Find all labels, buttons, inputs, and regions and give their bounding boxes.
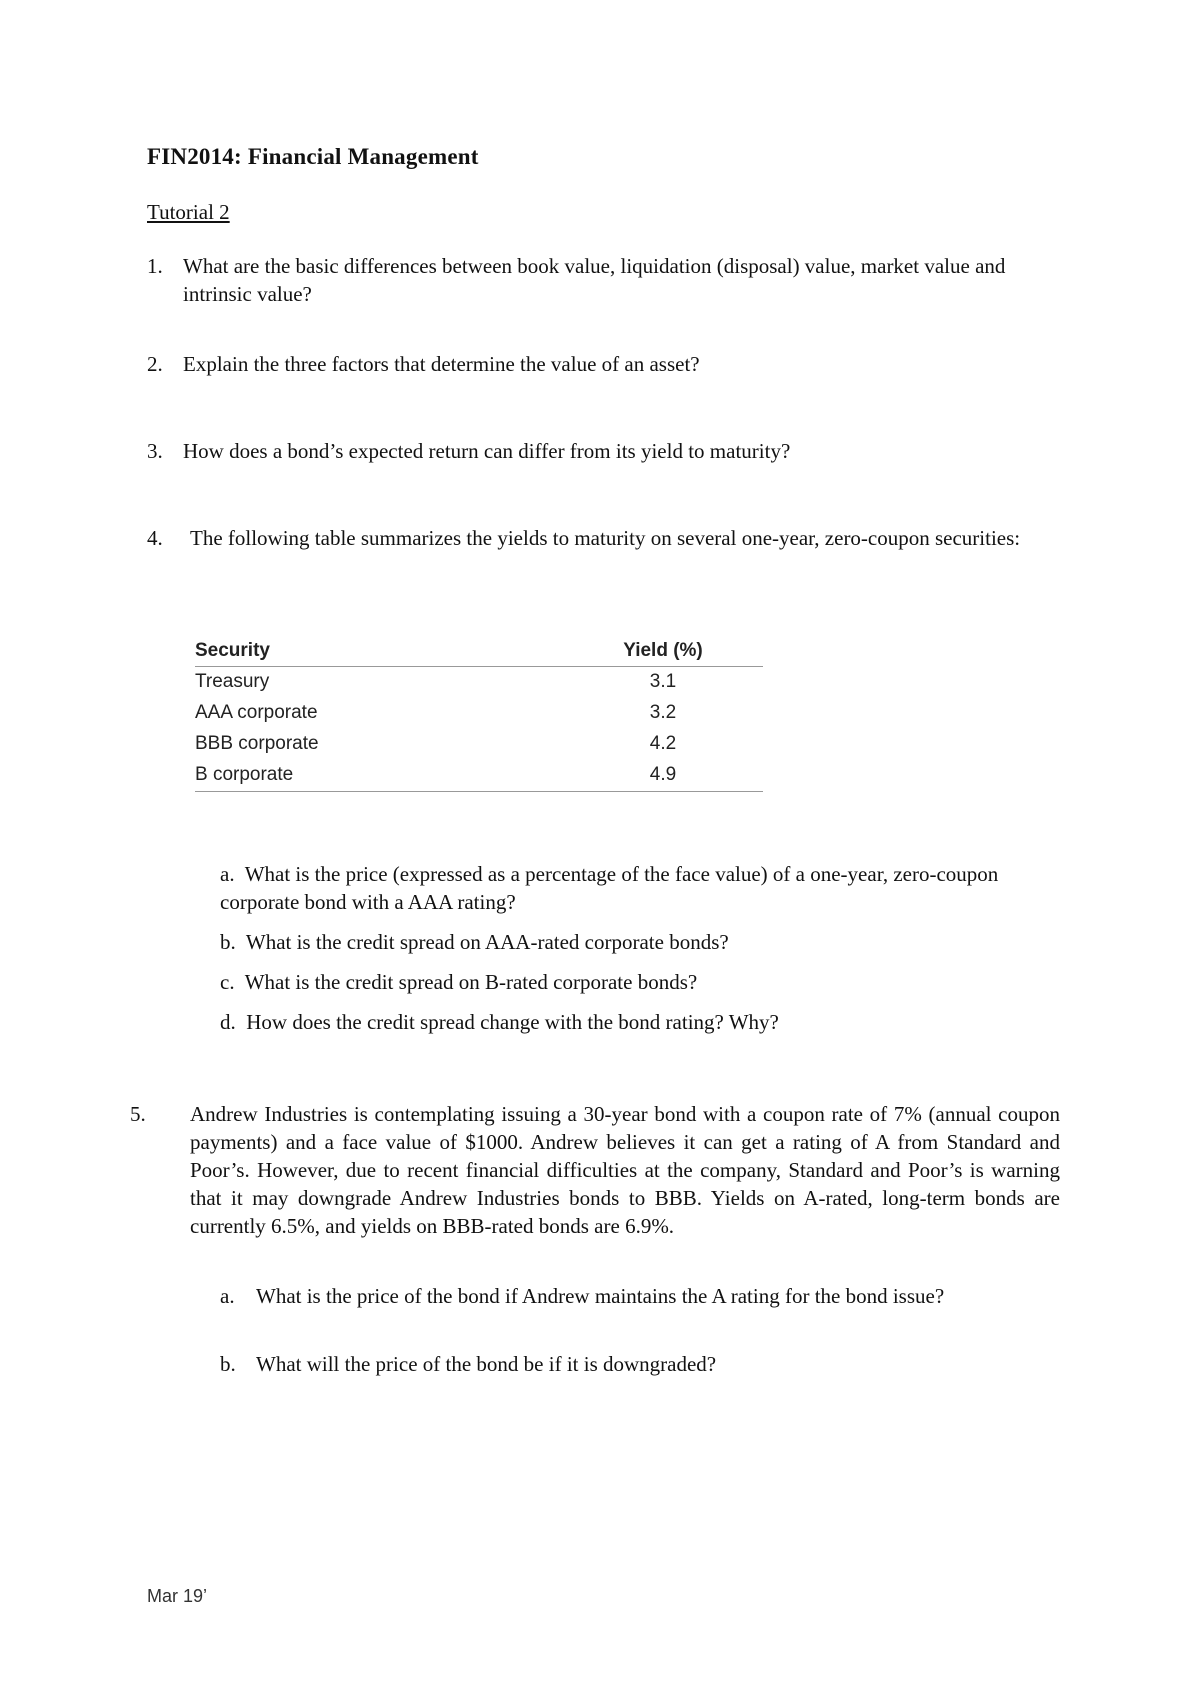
q4-subquestion-c — [220, 968, 1070, 996]
question-number: 4. — [147, 526, 163, 550]
column-header-yield: Yield (%) — [563, 638, 763, 667]
yield-cell: 3.1 — [649, 671, 677, 692]
subquestion-label: b. — [220, 930, 236, 954]
tutorial-heading: Tutorial 2 — [147, 200, 230, 224]
question-number: 3. — [147, 439, 163, 463]
question-number: 2. — [147, 352, 163, 376]
security-cell: AAA corporate — [195, 702, 318, 723]
question-number: 5. — [130, 1102, 146, 1126]
yield-cell: 4.9 — [563, 760, 763, 792]
q4-subquestion-b — [220, 928, 1070, 956]
subquestion-label: d. — [220, 1010, 236, 1034]
q4-subquestion-a — [220, 860, 1070, 916]
yield-cell: 3.2 — [649, 702, 677, 723]
subquestion-text: What is the price of the bond if Andrew maintains the A rating for the bond issue? — [256, 1284, 945, 1308]
subquestion-label: c. — [220, 970, 235, 994]
subquestion-label: b. — [220, 1352, 236, 1376]
column-header-security: Security — [195, 638, 563, 667]
yield-cell: 4.2 — [649, 733, 677, 754]
subquestion-text: What is the credit spread on AAA-rated corporate bonds? — [245, 930, 729, 954]
question-text: What are the basic differences between book value, liquidation (disposal) value, market value and intrinsic value? — [183, 254, 1006, 306]
question-text: How does a bond’s expected return can differ from its yield to maturity? — [183, 439, 791, 463]
security-cell: BBB corporate — [195, 733, 319, 754]
table-row — [195, 729, 763, 760]
subquestion-text: What is the credit spread on B-rated corporate bonds? — [244, 970, 698, 994]
yield-table — [195, 638, 763, 792]
course-title: FIN2014: Financial Management — [147, 144, 479, 169]
subquestion-text: What is the price (expressed as a percentage of the face value) of a one-year, zero-coupon corporate bond with a AAA rating? — [220, 862, 999, 914]
security-cell: B corporate — [195, 760, 563, 792]
subquestion-label: a. — [220, 1284, 235, 1308]
subquestion-label: a. — [220, 862, 235, 886]
question-text: Explain the three factors that determine the value of an asset? — [183, 352, 700, 376]
question-number: 1. — [147, 254, 163, 278]
question-text: Andrew Industries is contemplating issuing a 30-year bond with a coupon rate of 7% (annual coupon payments) and a face value of $1000. Andrew believes it can get a rating of A from Standard and Poor’s. However, due to recent financial difficulties at the company, Standard and Poor’s is warning that it may downgrade Andrew Industries bonds to BBB. Yields on A-rated, long-term bonds are currently 6.5%, and yields on BBB-rated bonds are 6.9%. — [190, 1102, 1060, 1238]
table-row — [195, 698, 763, 729]
table-row — [195, 667, 763, 699]
table-header-row — [195, 638, 763, 667]
subquestion-text: How does the credit spread change with the bond rating? Why? — [246, 1010, 779, 1034]
footer-date: Mar 19’ — [147, 1586, 208, 1606]
table-row — [195, 760, 763, 792]
question-text: The following table summarizes the yields to maturity on several one-year, zero-coupon securities: — [190, 526, 1021, 550]
q4-subquestion-d — [220, 1008, 1070, 1036]
security-cell: Treasury — [195, 671, 270, 692]
subquestion-text: What will the price of the bond be if it is downgraded? — [256, 1352, 717, 1376]
